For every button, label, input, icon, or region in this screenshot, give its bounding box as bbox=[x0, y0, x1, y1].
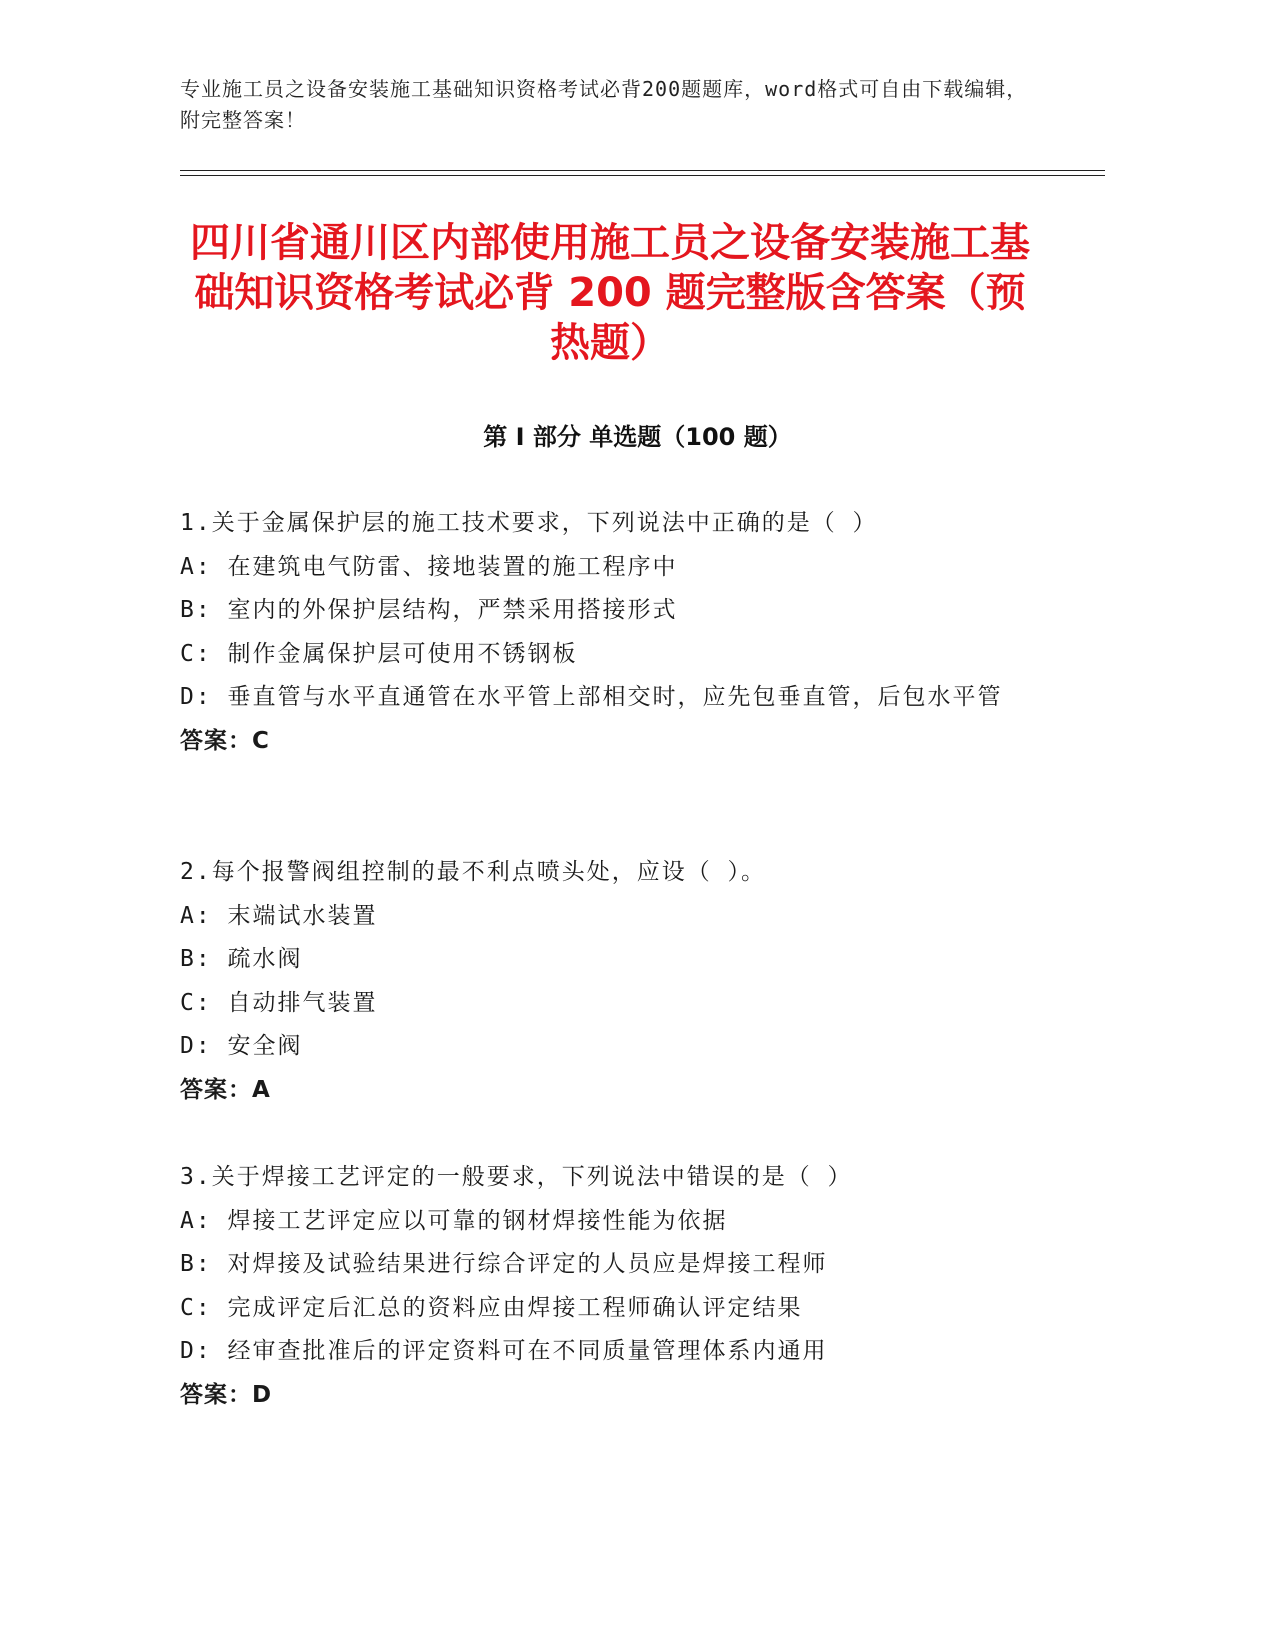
answer-prefix: 答案： bbox=[180, 1076, 252, 1103]
question-stem: 2.每个报警阀组控制的最不利点喷头处，应设（ ）。 bbox=[180, 859, 767, 885]
question-block bbox=[180, 851, 1040, 1112]
option-b: B: 对焊接及试验结果进行综合评定的人员应是焊接工程师 bbox=[180, 1251, 828, 1277]
option-d: D: 安全阀 bbox=[180, 1033, 303, 1059]
answer-value: C bbox=[252, 727, 270, 754]
question-block bbox=[180, 502, 1040, 763]
header-note: 专业施工员之设备安装施工基础知识资格考试必背200题题库，word格式可自由下载编辑，附完整答案！ bbox=[180, 77, 1028, 132]
answer-prefix: 答案： bbox=[180, 1381, 252, 1408]
answer-value: D bbox=[252, 1381, 273, 1408]
answer-line bbox=[180, 720, 1040, 764]
answer-prefix: 答案： bbox=[180, 727, 252, 754]
answer-line bbox=[180, 1069, 1040, 1113]
option-c: C: 制作金属保护层可使用不锈钢板 bbox=[180, 640, 578, 667]
option-a: A: 末端试水装置 bbox=[180, 902, 378, 929]
document-title: 四川省通川区内部使用施工员之设备安装施工基础知识资格考试必背 200 题完整版含答案（预热题） bbox=[190, 220, 1030, 366]
option-c: C: 完成评定后汇总的资料应由焊接工程师确认评定结果 bbox=[180, 1294, 803, 1321]
option-a: A: 在建筑电气防雷、接地装置的施工程序中 bbox=[180, 553, 678, 580]
option-b: B: 室内的外保护层结构，严禁采用搭接形式 bbox=[180, 597, 678, 623]
question-block bbox=[180, 1156, 1040, 1417]
option-d: D: 经审查批准后的评定资料可在不同质量管理体系内通用 bbox=[180, 1338, 828, 1364]
header-rule-bottom bbox=[180, 175, 1105, 176]
answer-value: A bbox=[252, 1076, 271, 1103]
answer-line bbox=[180, 1374, 1040, 1418]
option-a: A: 焊接工艺评定应以可靠的钢材焊接性能为依据 bbox=[180, 1207, 728, 1234]
option-c: C: 自动排气装置 bbox=[180, 989, 378, 1016]
option-b: B: 疏水阀 bbox=[180, 946, 303, 972]
question-stem: 1.关于金属保护层的施工技术要求，下列说法中正确的是（ ） bbox=[180, 510, 878, 536]
header-rule-top bbox=[180, 170, 1105, 171]
question-stem: 3.关于焊接工艺评定的一般要求，下列说法中错误的是（ ） bbox=[180, 1164, 853, 1190]
section-title: 第 I 部分 单选题（100 题） bbox=[483, 423, 792, 451]
option-d: D: 垂直管与水平直通管在水平管上部相交时，应先包垂直管，后包水平管 bbox=[180, 684, 1003, 710]
